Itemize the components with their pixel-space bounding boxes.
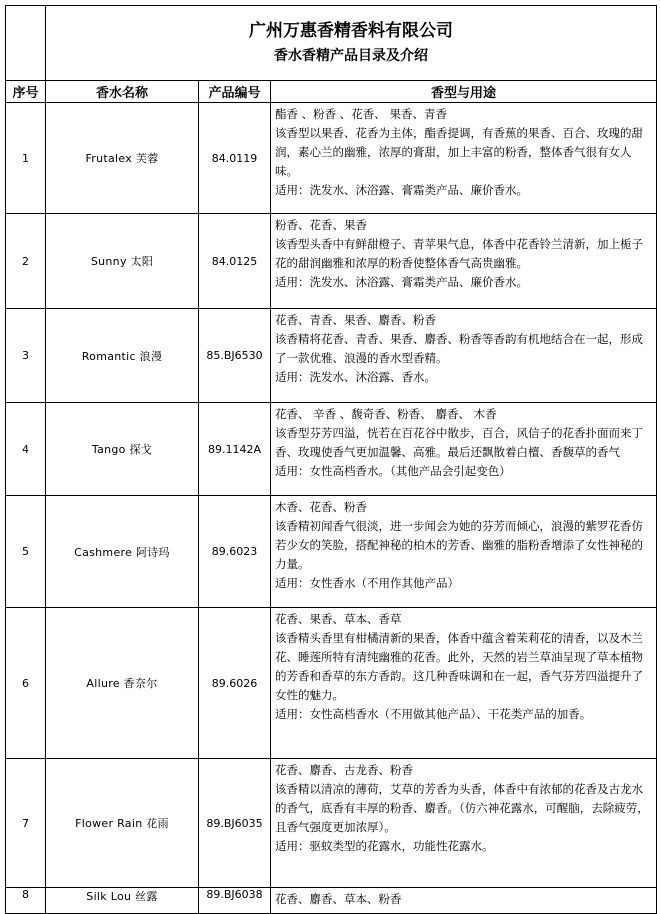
table-row — [6, 103, 657, 214]
usage-line: 适用：驱蚊类型的花露水，功能性花露水。 — [275, 839, 494, 853]
description-line: 该香精头香里有柑橘清新的果香，体香中蕴含着茉莉花的清香，以及木兰花、睡莲所特有清纯幽雅的花香。此外，天然的岩兰草油呈现了草本植物的芳香和香草的东方香韵。这几种香味调和在一起，香气芬芳四溢提升了女性的魅力。 — [275, 631, 643, 702]
row-number: 3 — [6, 309, 46, 403]
table-body — [6, 103, 657, 914]
fragrance-description — [271, 759, 657, 888]
header-type: 香型与用途 — [271, 81, 657, 103]
catalog-table — [5, 5, 657, 914]
catalog-subtitle: 香水香精产品目录及介绍 — [274, 48, 428, 64]
product-code: 89.6026 — [199, 608, 271, 759]
fragrance-notes: 花香、 辛香 、馥奇香、粉香、 麝香、 木香 — [275, 407, 497, 421]
product-code: 89.BJ6035 — [199, 759, 271, 888]
fragrance-description — [271, 608, 657, 759]
description-line: 该香精将花香、青香、果香、麝香、粉香等香韵有机地结合在一起，形成了一款优雅、浪漫的香水型香精。 — [275, 332, 643, 365]
title-left-cell — [6, 6, 46, 81]
description-line: 该香型以果香、花香为主体，酯香提调，有香蕉的果香、百合、玫瑰的甜润，素心兰的幽雅，浓厚的膏甜，加上丰富的粉香，整体香气很有女人味。 — [275, 126, 643, 178]
perfume-name: Allure 香奈尔 — [46, 608, 199, 759]
fragrance-notes: 花香、果香、草本、香草 — [275, 612, 402, 626]
fragrance-notes: 花香、麝香、草本、粉香 — [275, 892, 402, 906]
perfume-name: Cashmere 阿诗玛 — [46, 496, 199, 608]
usage-line: 适用：女性香水（不用作其他产品） — [275, 576, 459, 590]
fragrance-notes: 木香、花香、粉香 — [275, 500, 367, 514]
perfume-name: Flower Rain 花雨 — [46, 759, 199, 888]
row-number: 2 — [6, 214, 46, 309]
row-number: 4 — [6, 403, 46, 496]
table-row — [6, 759, 657, 888]
description-line: 该香型芬芳四溢，恍若在百花谷中散步，百合，风信子的花香扑面而来丁香、玫瑰使香气更加温馨、高雅。最后还飘散着白檀、香馥草的香气 — [275, 426, 643, 459]
table-row — [6, 496, 657, 608]
fragrance-notes: 酯香 、粉香 、花香、 果香、青香 — [275, 107, 447, 121]
perfume-name: Silk Lou 丝露 — [46, 888, 199, 914]
fragrance-description — [271, 214, 657, 309]
company-name: 广州万惠香精香料有限公司 — [249, 21, 453, 41]
row-number: 1 — [6, 103, 46, 214]
header-no: 序号 — [6, 81, 46, 103]
product-code: 89.BJ6038 — [199, 888, 271, 914]
table-row — [6, 608, 657, 759]
fragrance-notes: 粉香、花香、果香 — [275, 218, 367, 232]
usage-line: 适用：洗发水、沐浴露、香水。 — [275, 370, 436, 384]
usage-line: 适用：女性高档香水（不用做其他产品）、干花类产品的加香。 — [275, 707, 592, 721]
table-row — [6, 888, 657, 914]
product-code: 89.1142A — [199, 403, 271, 496]
title-row — [6, 6, 657, 81]
product-code: 89.6023 — [199, 496, 271, 608]
table-row — [6, 403, 657, 496]
fragrance-notes: 花香、麝香、古龙香、粉香 — [275, 763, 413, 777]
row-number: 6 — [6, 608, 46, 759]
row-number: 7 — [6, 759, 46, 888]
row-number: 5 — [6, 496, 46, 608]
description-line: 该香精初闻香气很淡，进一步闻会为她的芬芳而倾心，浪漫的紫罗花香仿若少女的笑脸，搭配神秘的柏木的芳香、幽雅的脂粉香增添了女性神秘的力量。 — [275, 519, 643, 571]
description-line: 该香型头香中有鲜甜橙子、青苹果气息，体香中花香铃兰清新，加上栀子花的甜润幽雅和浓厚的粉香使整体香气高贵幽雅。 — [275, 237, 643, 270]
fragrance-description — [271, 496, 657, 608]
usage-line: 适用：女性高档香水。（其他产品会引起变色） — [275, 464, 511, 478]
header-row — [6, 81, 657, 103]
row-number: 8 — [6, 888, 46, 914]
perfume-name: Tango 探戈 — [46, 403, 199, 496]
table-row — [6, 214, 657, 309]
table-row — [6, 309, 657, 403]
fragrance-description — [271, 309, 657, 403]
header-code: 产品编号 — [199, 81, 271, 103]
usage-line: 适用：洗发水、沐浴露、膏霜类产品、廉价香水。 — [275, 275, 528, 289]
product-code: 84.0125 — [199, 214, 271, 309]
product-code: 85.BJ6530 — [199, 309, 271, 403]
fragrance-description — [271, 103, 657, 214]
description-line: 该香精以清凉的薄荷，艾草的芳香为头香，体香中有浓郁的花香及古龙水的香气，底香有丰厚的粉香、麝香。（仿六神花露水，可醒脑，去除疲劳，且香气强度更加浓厚）。 — [275, 782, 649, 834]
perfume-name: Sunny 太阳 — [46, 214, 199, 309]
product-code: 84.0119 — [199, 103, 271, 214]
title-cell — [46, 6, 657, 81]
fragrance-description — [271, 888, 657, 914]
fragrance-notes: 花香、青香、果香、麝香、粉香 — [275, 313, 436, 327]
usage-line: 适用：洗发水、沐浴露、膏霜类产品、廉价香水。 — [275, 183, 528, 197]
perfume-name: Romantic 浪漫 — [46, 309, 199, 403]
fragrance-description — [271, 403, 657, 496]
header-name: 香水名称 — [46, 81, 199, 103]
perfume-name: Frutalex 芙蓉 — [46, 103, 199, 214]
